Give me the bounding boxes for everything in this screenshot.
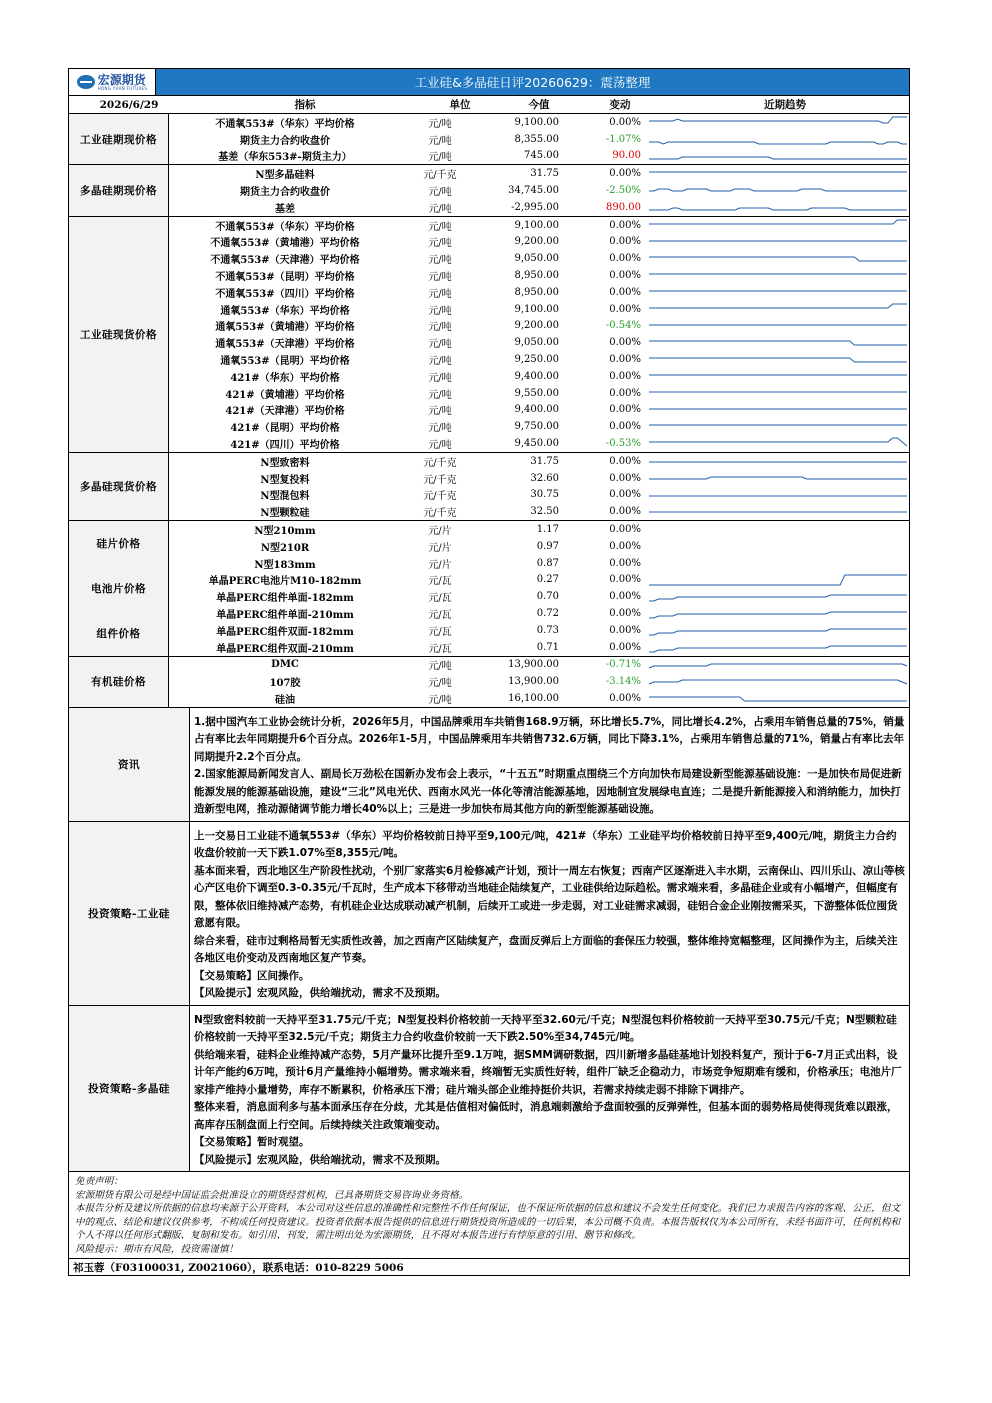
trend-sparkline <box>641 622 909 639</box>
value-cell: 13,900.00 <box>508 659 559 671</box>
indicator-name: 不通氧553#（昆明）平均价格 <box>215 272 355 284</box>
indicator-name: DMC <box>271 659 299 671</box>
company-logo <box>69 69 156 95</box>
value-cell: -2,995.00 <box>511 201 559 213</box>
trend-line <box>649 575 907 585</box>
trend-line <box>649 220 907 224</box>
value-cell: 13,900.00 <box>508 676 559 688</box>
news-body <box>190 708 909 821</box>
change-cell: 0.00% <box>609 404 641 416</box>
value-cell: 9,200.00 <box>514 320 559 332</box>
price-row <box>169 131 909 148</box>
price-row <box>169 217 909 234</box>
trend-sparkline <box>641 453 909 470</box>
trend-line <box>649 117 907 123</box>
unit-cell: 元/吨 <box>428 372 452 384</box>
unit-cell: 元/瓦 <box>428 576 452 588</box>
value-cell: 9,450.00 <box>514 438 559 450</box>
value-cell: 9,050.00 <box>514 337 559 349</box>
unit-cell: 元/片 <box>428 526 452 538</box>
trend-sparkline <box>641 538 909 555</box>
trend-line <box>649 157 907 159</box>
unit-cell: 元/吨 <box>428 406 452 418</box>
value-cell: 9,550.00 <box>514 387 559 399</box>
price-row <box>169 368 909 385</box>
change-cell: 0.00% <box>609 455 641 467</box>
trend-sparkline <box>641 487 909 504</box>
trend-sparkline <box>641 284 909 301</box>
col-indicator: 指标 <box>294 99 316 111</box>
unit-cell: 元/吨 <box>428 356 452 368</box>
trend-sparkline <box>641 301 909 318</box>
disclaimer-risk: 风险提示：期市有风险，投资需谨慎！ <box>75 1243 239 1255</box>
trend-sparkline <box>641 402 909 419</box>
trend-line <box>649 595 907 601</box>
value-cell: 9,400.00 <box>514 370 559 382</box>
change-cell: 0.00% <box>609 557 641 569</box>
price-row <box>169 521 909 538</box>
trend-sparkline <box>641 470 909 487</box>
unit-cell: 元/吨 <box>428 305 452 317</box>
change-cell: -1.07% <box>605 133 641 145</box>
unit-cell: 元/吨 <box>428 423 452 435</box>
trend-sparkline <box>641 605 909 622</box>
price-row <box>169 114 909 131</box>
change-cell: 0.00% <box>609 168 641 180</box>
indicator-name: 单晶PERC组件双面-182mm <box>216 626 354 638</box>
change-cell: 0.00% <box>609 116 641 128</box>
group-label-text: 组件价格 <box>96 627 141 640</box>
group-label <box>69 657 169 707</box>
indicator-name: 不通氧553#（华东）平均价格 <box>215 118 355 130</box>
strategy-paragraph: 【风险提示】宏观风险，供给端扰动，需求不及预期。 <box>194 987 446 1000</box>
value-cell: 16,100.00 <box>508 692 559 704</box>
price-row <box>169 555 909 572</box>
unit-cell: 元/瓦 <box>428 626 452 638</box>
change-cell: 0.00% <box>609 286 641 298</box>
unit-cell: 元/吨 <box>428 135 452 147</box>
price-row <box>169 148 909 165</box>
value-cell: 8,355.00 <box>514 133 559 145</box>
trend-sparkline <box>641 234 909 251</box>
group-label-text: 多晶硅现货价格 <box>80 481 157 494</box>
indicator-name: 期货主力合约收盘价 <box>240 187 330 199</box>
change-cell: 0.00% <box>609 540 641 552</box>
trend-sparkline <box>641 657 909 674</box>
report-date: 2026/6/29 <box>99 98 159 111</box>
change-cell: 0.00% <box>609 337 641 349</box>
trend-sparkline <box>641 318 909 335</box>
disclaimer-line: 本报告分析及建议所依据的信息均来源于公开资料，本公司对这些信息的准确性和完整性不作任何保证，也不保证所依据的信息和建议不会发生任何变化。我们已力求报告内容的客观、公正，但文中的观点、结论和建议仅供参考，不构成任何投资建议。投资者依据本报告提供的信息进行期货投资所造成的一切后果，本公司概不负责。本报告版权仅为本公司所有，未经书面许可，任何机构和个人不得以任何形式翻版、复制和发布。如引用、刊发，需注明出处为宏源期货，且不得对本报告进行有悖原意的引用、删节和修改。 <box>75 1203 901 1242</box>
trend-line <box>649 612 907 618</box>
value-cell: 0.72 <box>536 608 559 619</box>
strategy-paragraph: 【风险提示】宏观风险，供给端扰动，需求不及预期。 <box>194 1153 446 1166</box>
price-group <box>69 114 909 165</box>
col-value: 今值 <box>528 99 550 111</box>
trend-line <box>649 341 907 345</box>
value-cell: 0.71 <box>536 641 559 653</box>
change-cell: 0.00% <box>609 472 641 484</box>
indicator-name: N型210mm <box>254 526 316 538</box>
unit-cell: 元/吨 <box>428 118 452 130</box>
trend-sparkline <box>641 217 909 234</box>
group-label <box>69 114 169 164</box>
value-cell: 9,750.00 <box>514 421 559 433</box>
indicator-name: N型颗粒硅 <box>260 508 310 520</box>
trend-sparkline <box>641 148 909 165</box>
group-label-text: 硅片价格 <box>96 538 141 551</box>
change-cell: 890.00 <box>606 201 641 213</box>
price-row <box>169 318 909 335</box>
value-cell: 8,950.00 <box>514 286 559 298</box>
unit-cell: 元/瓦 <box>428 593 452 605</box>
value-cell: 32.60 <box>530 472 559 484</box>
value-cell: 9,250.00 <box>514 354 559 366</box>
unit-cell: 元/吨 <box>428 152 452 164</box>
price-row <box>169 605 909 622</box>
trend-sparkline <box>641 572 909 589</box>
unit-cell: 元/吨 <box>428 694 452 706</box>
indicator-name: N型混包料 <box>260 491 310 503</box>
price-row <box>169 572 909 589</box>
change-cell: 0.00% <box>609 591 641 603</box>
price-row <box>169 402 909 419</box>
indicator-name: 通氧553#（昆明）平均价格 <box>220 356 350 368</box>
trend-line <box>649 646 907 652</box>
trend-sparkline <box>641 368 909 385</box>
price-row <box>169 165 909 182</box>
indicator-name: N型183mm <box>254 559 316 571</box>
strategy-si-section <box>69 822 909 1006</box>
price-row <box>169 267 909 284</box>
unit-cell: 元/片 <box>428 542 452 554</box>
price-row <box>169 435 909 452</box>
price-row <box>169 385 909 402</box>
unit-cell: 元/吨 <box>428 238 452 250</box>
trend-line <box>649 629 907 635</box>
change-cell: 0.00% <box>609 608 641 619</box>
indicator-name: 不通氧553#（华东）平均价格 <box>215 221 355 233</box>
change-cell: 0.00% <box>609 641 641 653</box>
price-row <box>169 250 909 267</box>
price-row <box>169 487 909 504</box>
change-cell: -0.54% <box>605 320 641 332</box>
price-row <box>169 418 909 435</box>
value-cell: 0.97 <box>536 540 559 552</box>
trend-sparkline <box>641 267 909 284</box>
change-cell: 0.00% <box>609 370 641 382</box>
price-group <box>69 521 909 656</box>
trend-sparkline <box>641 435 909 452</box>
col-trend: 近期趋势 <box>764 99 806 111</box>
disclaimer <box>69 1172 909 1259</box>
trend-sparkline <box>641 182 909 199</box>
indicator-name: N型复投料 <box>260 474 310 486</box>
price-group <box>69 657 909 708</box>
strategy-paragraph: 综合来看，硅市过剩格局暂无实质性改善，加之西南产区陆续复产，盘面反弹后上方面临的套保压力较强，整体维持宽幅整理，区间操作为主，后续关注各地区电价变动及西南地区复产节奏。 <box>194 934 898 965</box>
report-header <box>69 69 909 96</box>
change-cell: -2.50% <box>605 185 641 197</box>
change-cell: 0.00% <box>609 270 641 282</box>
indicator-name: 不通氧553#（黄埔港）平均价格 <box>210 238 360 250</box>
price-row <box>169 182 909 199</box>
price-row <box>169 351 909 368</box>
indicator-name: 硅油 <box>275 694 295 706</box>
strategy-poly-body <box>190 1006 909 1172</box>
trend-sparkline <box>641 521 909 538</box>
indicator-name: 期货主力合约收盘价 <box>240 135 330 147</box>
price-row <box>169 470 909 487</box>
col-change: 变动 <box>609 99 631 111</box>
strategy-poly-label: 投资策略-多晶硅 <box>69 1006 190 1172</box>
value-cell: 32.50 <box>530 506 559 518</box>
indicator-name: N型致密料 <box>260 457 310 469</box>
price-row <box>169 538 909 555</box>
unit-cell: 元/千克 <box>423 491 457 503</box>
indicator-name: 单晶PERC组件单面-210mm <box>216 610 354 621</box>
trend-sparkline <box>641 334 909 351</box>
trend-line <box>649 680 907 684</box>
unit-cell: 元/千克 <box>423 170 457 182</box>
report-sheet <box>68 68 910 1276</box>
value-cell: 0.70 <box>536 591 559 603</box>
unit-cell: 元/瓦 <box>428 610 452 621</box>
unit-cell: 元/吨 <box>428 203 452 215</box>
group-label-text: 工业硅期现价格 <box>80 133 157 146</box>
indicator-name: 421#（华东）平均价格 <box>230 372 340 384</box>
unit-cell: 元/吨 <box>428 272 452 284</box>
indicator-name: 不通氧553#（天津港）平均价格 <box>210 255 360 267</box>
indicator-name: 通氧553#（华东）平均价格 <box>220 305 350 317</box>
contact-info: 祁玉蓉（F03100031, Z0021060），联系电话：010-8229 5006 <box>73 1261 404 1274</box>
disclaimer-title: 免责声明： <box>75 1176 123 1188</box>
change-cell: 90.00 <box>612 150 641 162</box>
trend-line <box>649 257 907 261</box>
change-cell: 0.00% <box>609 387 641 399</box>
price-row <box>169 657 909 674</box>
trend-line <box>649 697 907 701</box>
indicator-name: 单晶PERC组件单面-182mm <box>216 593 354 605</box>
unit-cell: 元/吨 <box>428 322 452 334</box>
group-label-text: 有机硅价格 <box>91 676 146 689</box>
value-cell: 9,200.00 <box>514 236 559 248</box>
news-paragraph: 1.据中国汽车工业协会统计分析，2026年5月，中国品牌乘用车共销售168.9万辆，环比增长5.7%，同比增长4.2%，占乘用车销售总量的75%，销量占有率比去年同期提升6个百分点。2026年1-5月，中国品牌乘用车共销售732.6万辆，同比下降3.1%，占乘用车销售总量的71%，销量占有率比去年同期提升2.2个百分点。 <box>194 715 905 763</box>
trend-line <box>649 438 907 446</box>
strategy-poly-section <box>69 1006 909 1173</box>
value-cell: 30.75 <box>530 489 559 501</box>
indicator-name: 421#（昆明）平均价格 <box>230 423 340 435</box>
strategy-paragraph: 供给端来看，硅料企业维持减产态势，5月产量环比提升至9.1万吨，据SMM调研数据，四川新增多晶硅基地计划投料复产，预计于6-7月正式出料，设计年产能约6万吨，预计6月产量维持小幅增势。需求端来看，终端暂无实质性好转，组件厂缺乏企稳动力，市场竞争短期难有缓和，价格承压；电池片厂家排产维持小量增势，库存不断累积，价格承压下滑；硅片端头部企业维持挺价共识，若需求持续走弱不排除下调排产。 <box>194 1048 902 1096</box>
logo-mark-icon <box>77 75 95 89</box>
indicator-name: 421#（黄埔港）平均价格 <box>225 389 345 401</box>
indicator-name: 不通氧553#（四川）平均价格 <box>215 288 355 300</box>
unit-cell: 元/吨 <box>428 255 452 267</box>
trend-line <box>649 208 907 210</box>
trend-sparkline <box>641 639 909 656</box>
trend-line <box>649 142 907 144</box>
unit-cell: 元/吨 <box>428 678 452 690</box>
price-group <box>69 165 909 216</box>
value-cell: 1.17 <box>536 524 559 536</box>
price-row <box>169 334 909 351</box>
change-cell: 0.00% <box>609 253 641 265</box>
value-cell: 9,100.00 <box>514 303 559 315</box>
value-cell: 9,100.00 <box>514 116 559 128</box>
change-cell: -3.14% <box>605 676 641 688</box>
trend-sparkline <box>641 131 909 148</box>
change-cell: 0.00% <box>609 524 641 536</box>
news-section <box>69 708 909 822</box>
unit-cell: 元/吨 <box>428 389 452 401</box>
value-cell: 9,400.00 <box>514 404 559 416</box>
unit-cell: 元/吨 <box>428 187 452 199</box>
value-cell: 745.00 <box>524 150 559 162</box>
price-group <box>69 217 909 453</box>
change-cell: 0.00% <box>609 421 641 433</box>
price-row <box>169 588 909 605</box>
logo-text: 宏源期货 <box>97 72 146 87</box>
trend-line <box>649 664 907 668</box>
trend-sparkline <box>641 555 909 572</box>
indicator-name: 通氧553#（天津港）平均价格 <box>215 339 355 351</box>
group-label-text: 多晶硅期现价格 <box>80 185 157 198</box>
news-paragraph: 2.国家能源局新闻发言人、副局长万劲松在国新办发布会上表示，“十五五”时期重点围绕三个方向加快布局建设新型能源基础设施：一是加快布局促进新能源发展的能源基础设施，建设“三北”风电光伏、西南水风光一体化等清洁能源基地，因地制宜发展绿电直连；二是提升新能源接入和消纳能力，加快打造新型电网，推动源储调节能力增长40%以上；三是进一步加快布局其他方向的新型能源基础设施。 <box>194 768 902 816</box>
group-label <box>69 217 169 452</box>
price-group <box>69 453 909 521</box>
price-row <box>169 503 909 520</box>
price-row <box>169 301 909 318</box>
change-cell: 0.00% <box>609 574 641 586</box>
change-cell: -0.53% <box>605 438 641 450</box>
trend-sparkline <box>641 351 909 368</box>
unit-cell: 元/片 <box>428 559 452 571</box>
unit-cell: 元/千克 <box>423 508 457 520</box>
strategy-paragraph: 【交易策略】暂时观望。 <box>194 1136 310 1149</box>
price-table <box>69 114 909 708</box>
disclaimer-line: 宏源期货有限公司是经中国证监会批准设立的期货经营机构，已具备期货交易咨询业务资格。 <box>75 1189 469 1201</box>
strategy-paragraph: 【交易策略】区间操作。 <box>194 969 310 982</box>
value-cell: 34,745.00 <box>508 185 559 197</box>
indicator-name: 421#（天津港）平均价格 <box>225 406 345 418</box>
trend-sparkline <box>641 385 909 402</box>
price-row <box>169 673 909 690</box>
indicator-name: N型210R <box>260 542 310 554</box>
trend-sparkline <box>641 588 909 605</box>
trend-sparkline <box>641 250 909 267</box>
unit-cell: 元/千克 <box>423 474 457 486</box>
change-cell: 0.00% <box>609 354 641 366</box>
group-label <box>69 165 169 215</box>
trend-line <box>649 304 907 308</box>
trend-sparkline <box>641 165 909 182</box>
indicator-name: 基差 <box>275 203 295 215</box>
logo-subtext: HONG YUAN FUTURES <box>97 85 148 91</box>
strategy-paragraph: 上一交易日工业硅不通氧553#（华东）平均价格较前日持平至9,100元/吨，421#（华东）工业硅平均价格较前日持平至9,400元/吨，期货主力合约收盘价较前一天下跌1.07%至8,355元/吨。 <box>194 829 897 860</box>
price-row <box>169 622 909 639</box>
trend-line <box>649 358 907 362</box>
change-cell: 0.00% <box>609 303 641 315</box>
trend-sparkline <box>641 199 909 216</box>
unit-cell: 元/吨 <box>428 339 452 351</box>
indicator-name: 基差（华东553#-期货主力） <box>218 152 352 164</box>
indicator-name: 单晶PERC电池片M10-182mm <box>208 576 362 588</box>
change-cell: 0.00% <box>609 219 641 231</box>
indicator-name: N型多晶硅料 <box>255 170 315 182</box>
strategy-si-label: 投资策略-工业硅 <box>69 822 190 1005</box>
trend-sparkline <box>641 690 909 707</box>
unit-cell: 元/瓦 <box>428 643 452 655</box>
trend-sparkline <box>641 418 909 435</box>
change-cell: -0.71% <box>605 659 641 671</box>
change-cell: 0.00% <box>609 506 641 518</box>
unit-cell: 元/千克 <box>423 457 457 469</box>
value-cell: 9,100.00 <box>514 219 559 231</box>
price-row <box>169 284 909 301</box>
value-cell: 0.27 <box>536 574 559 586</box>
change-cell: 0.00% <box>609 236 641 248</box>
group-label <box>69 521 169 655</box>
group-label-text: 工业硅现货价格 <box>80 328 157 341</box>
unit-cell: 元/吨 <box>428 440 452 452</box>
trend-line <box>649 189 907 191</box>
price-row <box>169 234 909 251</box>
trend-sparkline <box>641 673 909 690</box>
news-label: 资讯 <box>69 708 190 821</box>
value-cell: 0.73 <box>536 624 559 636</box>
strategy-paragraph: 基本面来看，西北地区生产阶段性扰动，个别厂家落实6月检修减产计划，预计一周左右恢复；西南产区逐渐进入丰水期，云南保山、四川乐山、凉山等核心产区电价下调至0.3-0.35元/千瓦时，生产成本下移带动当地硅企陆续复产，工业硅供给边际趋松。需求端来看，多晶硅企业或有小幅增产，但幅度有限，整体依旧维持减产态势，有机硅企业达成联动减产机制，后续开工或进一步走弱，对工业硅需求减弱，硅铝合金企业刚按需采买，下游整体低位囤货意愿有限。 <box>194 864 905 930</box>
strategy-si-body <box>190 822 909 1005</box>
value-cell: 8,950.00 <box>514 270 559 282</box>
strategy-paragraph: N型致密料较前一天持平至31.75元/千克；N型复投料价格较前一天持平至32.60元/千克；N型混包料价格较前一天持平至30.75元/千克；N型颗粒硅价格较前一天持平至32.5元/千克；期货主力合约收盘价较前一天下跌2.50%至34,745元/吨。 <box>194 1013 897 1044</box>
indicator-name: 107胶 <box>269 678 301 690</box>
change-cell: 0.00% <box>609 692 641 704</box>
indicator-name: 421#（四川）平均价格 <box>230 440 340 452</box>
trend-sparkline <box>641 503 909 520</box>
value-cell: 31.75 <box>530 455 559 467</box>
change-cell: 0.00% <box>609 489 641 501</box>
unit-cell: 元/吨 <box>428 221 452 233</box>
trend-sparkline <box>641 114 909 131</box>
price-row <box>169 639 909 656</box>
column-header-row <box>69 96 909 114</box>
unit-cell: 元/吨 <box>428 288 452 300</box>
group-label <box>69 453 169 520</box>
group-label-text: 电池片价格 <box>91 582 146 595</box>
col-unit: 单位 <box>449 99 471 111</box>
value-cell: 0.87 <box>536 557 559 569</box>
unit-cell: 元/吨 <box>428 661 452 673</box>
indicator-name: 单晶PERC组件双面-210mm <box>216 643 354 655</box>
trend-line <box>649 477 907 479</box>
value-cell: 9,050.00 <box>514 253 559 265</box>
price-row <box>169 453 909 470</box>
price-row <box>169 199 909 216</box>
value-cell: 31.75 <box>530 168 559 180</box>
price-row <box>169 690 909 707</box>
change-cell: 0.00% <box>609 624 641 636</box>
report-title: 工业硅&多晶硅日评20260629：震荡整理 <box>156 69 909 95</box>
indicator-name: 通氧553#（黄埔港）平均价格 <box>215 322 355 334</box>
strategy-paragraph: 整体来看，消息面利多与基本面承压存在分歧，尤其是估值相对偏低时，消息端刺激给予盘面较强的反弹弹性，但基本面的弱势格局使得现货难以跟涨，高库存压制盘面上行空间。后续持续关注政策端变动。 <box>194 1101 898 1131</box>
